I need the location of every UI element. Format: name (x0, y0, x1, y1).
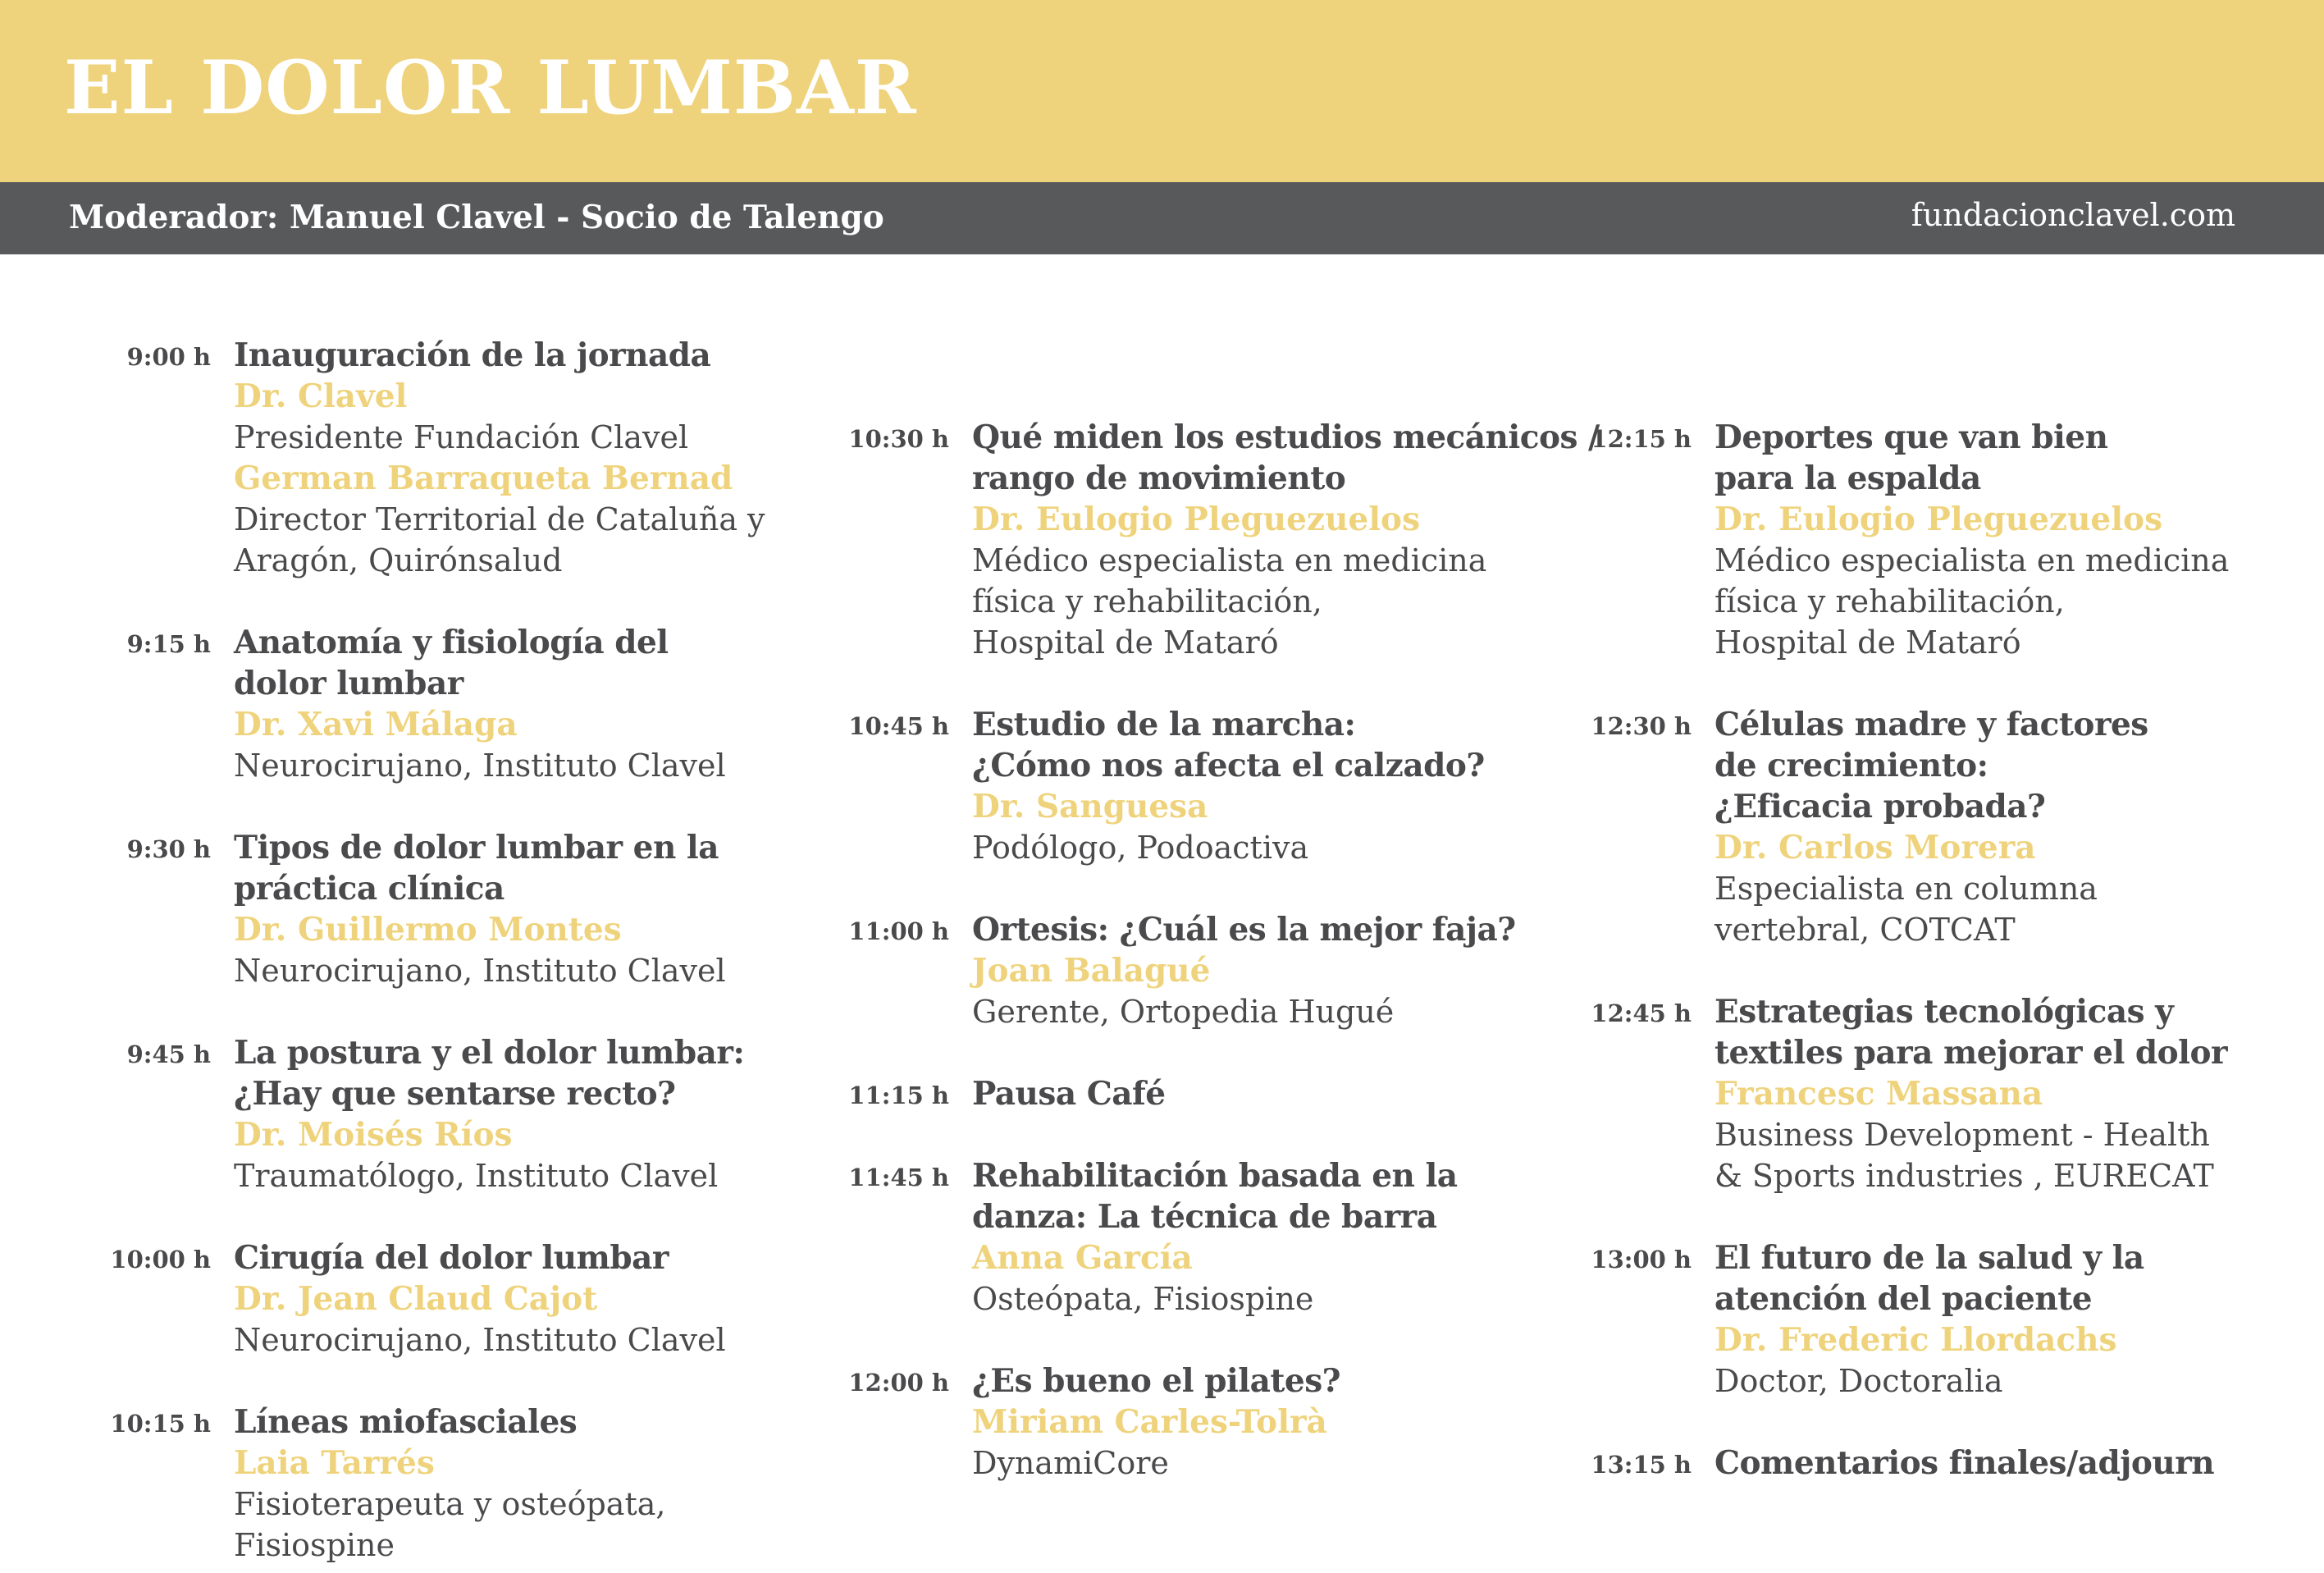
item-title-line: Qué miden los estudios mecánicos / (972, 418, 1600, 456)
schedule-item (848, 417, 1600, 663)
schedule-item (848, 704, 1485, 868)
speaker-name: Francesc Massana (1714, 1075, 2043, 1113)
item-title-line: ¿Es bueno el pilates? (972, 1362, 1341, 1400)
schedule-item (126, 335, 765, 581)
speaker-role-line: Traumatólogo, Instituto Clavel (234, 1158, 719, 1194)
item-time: 12:00 h (848, 1369, 949, 1397)
speaker-role-line: Fisiospine (234, 1527, 395, 1563)
speaker-role-line: Aragón, Quirónsalud (234, 542, 563, 578)
item-time: 13:00 h (1591, 1246, 1692, 1273)
item-title-line: atención del paciente (1714, 1280, 2093, 1318)
schedule-item (1591, 1237, 2207, 1402)
item-title-line: Deportes que van bien (1714, 418, 2108, 456)
speaker-role-line: Hospital de Mataró (972, 624, 1279, 661)
item-title-line: La postura y el dolor lumbar: (234, 1034, 745, 1072)
schedule-item (1591, 417, 2230, 663)
item-title-line: Anatomía y fisiología del (234, 624, 669, 661)
speaker-role-line: Hospital de Mataró (1714, 624, 2021, 661)
schedule-item (1591, 991, 2228, 1196)
speaker-role-line: física y rehabilitación, (1714, 583, 2065, 620)
speaker-role-line: Neurocirujano, Instituto Clavel (234, 1322, 726, 1358)
item-title-line: práctica clínica (234, 870, 505, 908)
page-title: EL DOLOR LUMBAR (64, 44, 917, 131)
moderator-text: Moderador: Manuel Clavel - Socio de Talengo (69, 199, 884, 236)
item-time: 13:15 h (1591, 1451, 1692, 1479)
item-title-line: El futuro de la salud y la (1714, 1239, 2144, 1277)
item-time: 11:45 h (848, 1164, 949, 1191)
speaker-role-line: Business Development - Health (1714, 1117, 2210, 1153)
website-link[interactable]: fundacionclavel.com (1911, 197, 2235, 233)
item-title-line: Rehabilitación basada en la (972, 1157, 1458, 1195)
item-title-line: dolor lumbar (234, 665, 463, 702)
item-time: 12:15 h (1591, 425, 1692, 453)
speaker-role-line: Médico especialista en medicina (972, 542, 1487, 578)
item-title-line: Líneas miofasciales (234, 1403, 578, 1441)
speaker-name: German Barraqueta Bernad (234, 460, 733, 497)
speaker-role-line: Director Territorial de Cataluña y (234, 501, 765, 537)
speaker-role-line: Médico especialista en medicina (1714, 542, 2230, 578)
speaker-name: Dr. Jean Claud Cajot (234, 1280, 598, 1318)
speaker-name: Miriam Carles-Tolrà (972, 1403, 1327, 1441)
speaker-name: Dr. Guillermo Montes (234, 911, 622, 949)
speaker-name: Dr. Moisés Ríos (234, 1116, 513, 1154)
speaker-name: Laia Tarrés (234, 1444, 435, 1482)
item-time: 10:45 h (848, 712, 949, 740)
speaker-name: Dr. Carlos Morera (1714, 829, 2036, 867)
schedule-item (848, 909, 1516, 1032)
item-time: 11:15 h (848, 1081, 949, 1109)
speaker-role-line: Gerente, Ortopedia Hugué (972, 994, 1395, 1030)
speaker-name: Anna García (972, 1239, 1193, 1277)
item-time: 9:45 h (126, 1040, 211, 1068)
item-title-line: Estudio de la marcha: (972, 706, 1356, 743)
speaker-name: Dr. Frederic Llordachs (1714, 1321, 2117, 1359)
schedule-item (848, 1360, 1464, 1484)
speaker-role-line: & Sports industries , EURECAT (1714, 1158, 2214, 1194)
speaker-name: Dr. Clavel (234, 377, 408, 415)
item-time: 12:30 h (1591, 712, 1692, 740)
speaker-role-line: Presidente Fundación Clavel (234, 419, 689, 455)
speaker-role-line: Fisioterapeuta y osteópata, (234, 1486, 666, 1522)
speaker-role-line: Especialista en columna (1714, 871, 2098, 907)
item-title-line: Tipos de dolor lumbar en la (234, 829, 719, 867)
speaker-name: Dr. Xavi Málaga (234, 706, 518, 743)
schedule-item (848, 1155, 1464, 1319)
schedule-item (1591, 704, 2207, 950)
speaker-role-line: Doctor, Doctoralia (1714, 1363, 2003, 1399)
speaker-role-line: Podólogo, Podoactiva (972, 830, 1309, 866)
item-time: 9:30 h (126, 835, 211, 863)
item-title-line: Pausa Café (972, 1075, 1166, 1113)
item-title-line: textiles para mejorar el dolor (1714, 1034, 2228, 1072)
item-title-line: ¿Hay que sentarse recto? (234, 1075, 676, 1113)
item-title-line: Células madre y factores (1714, 706, 2148, 743)
item-title-line: Comentarios finales/adjourn (1714, 1444, 2215, 1482)
item-title-line: Cirugía del dolor lumbar (234, 1239, 669, 1277)
schedule-item (126, 1032, 745, 1196)
item-title-line: rango de movimiento (972, 460, 1346, 497)
item-title-line: de crecimiento: (1714, 747, 1988, 784)
item-time: 10:15 h (110, 1410, 211, 1438)
speaker-role-line: DynamiCore (972, 1445, 1169, 1481)
schedule-item (126, 827, 726, 991)
item-time: 12:45 h (1591, 999, 1692, 1027)
schedule-item (126, 622, 726, 786)
item-time: 9:15 h (126, 630, 211, 658)
item-time: 11:00 h (848, 917, 949, 945)
item-title-line: para la espalda (1714, 460, 1981, 497)
speaker-name: Dr. Eulogio Pleguezuelos (1714, 501, 2163, 538)
speaker-role-line: física y rehabilitación, (972, 583, 1322, 620)
item-title-line: Inauguración de la jornada (234, 336, 711, 374)
item-time: 9:00 h (126, 343, 211, 371)
item-title-line: ¿Cómo nos afecta el calzado? (972, 747, 1485, 784)
schedule-item (1591, 1443, 2215, 1484)
schedule-item (110, 1237, 726, 1360)
item-title-line: Estrategias tecnológicas y (1714, 993, 2174, 1031)
item-title-line: danza: La técnica de barra (972, 1198, 1437, 1236)
schedule-item (110, 1402, 726, 1566)
speaker-role-line: Neurocirujano, Instituto Clavel (234, 748, 726, 784)
item-title-line: ¿Eficacia probada? (1714, 788, 2046, 825)
item-title-line: Ortesis: ¿Cuál es la mejor faja? (972, 911, 1516, 949)
speaker-name: Joan Balagué (972, 952, 1211, 990)
speaker-role-line: vertebral, COTCAT (1714, 912, 2016, 948)
speaker-name: Dr. Sanguesa (972, 788, 1208, 825)
speaker-role-line: Osteópata, Fisiospine (972, 1281, 1314, 1317)
speaker-role-line: Neurocirujano, Instituto Clavel (234, 953, 726, 989)
item-time: 10:00 h (110, 1246, 211, 1273)
item-time: 10:30 h (848, 425, 949, 453)
speaker-name: Dr. Eulogio Pleguezuelos (972, 501, 1421, 538)
schedule-item (848, 1073, 1464, 1114)
